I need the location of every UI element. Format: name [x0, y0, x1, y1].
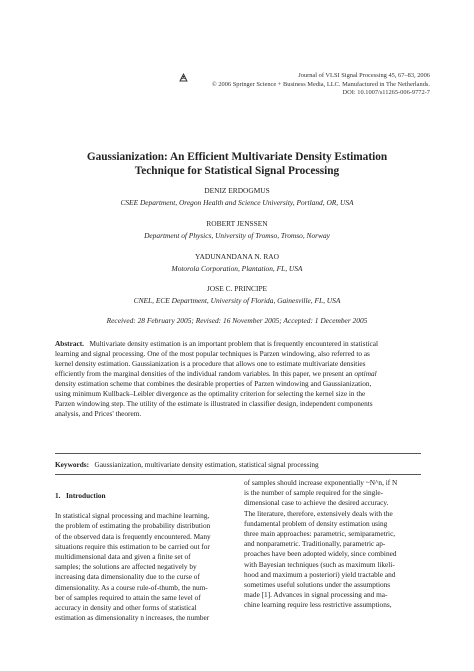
body-line: hood and maximum a posteriori) yield tractable and [244, 569, 396, 579]
body-line: of samples should increase exponentially ~N^n, if N [244, 478, 398, 487]
abstract-emphasis: optimal [354, 369, 377, 378]
body-line: dimensionality. As a course rule-of-thumb, the num- [55, 582, 208, 592]
body-line: with Bayesian techniques (such as maximum likeli- [244, 559, 395, 569]
title-line-2: Technique for Statistical Signal Processing [134, 165, 340, 177]
author-affiliation: CNEL, ECE Department, University of Florida, Gainesville, FL, USA [133, 296, 341, 305]
title-line-1: Gaussianization: An Efficient Multivariate Density Estimation [86, 151, 388, 163]
journal-header [170, 72, 430, 98]
body-line: made [1]. Advances in signal processing and ma- [244, 590, 388, 600]
author-name: JOSE C. PRINCIPE [206, 284, 268, 293]
body-line: accuracy in density and other forms of statistical [55, 603, 197, 613]
author-block-1 [0, 186, 474, 207]
body-line: the problem of estimating the probability distribution [55, 521, 211, 531]
body-line: chine learning require less restrictive assumptions, [244, 600, 392, 610]
paper-title [0, 150, 474, 178]
submission-dates: Received: 28 February 2005; Revised: 16 November 2005; Accepted: 1 December 2005 [106, 316, 368, 325]
left-column [55, 491, 235, 623]
divider-top [55, 453, 421, 454]
abstract-line: density estimation scheme that combines the desirable properties of Parzen windowing and Gaussianization, [55, 379, 372, 388]
author-affiliation: Motorola Corporation, Plantation, FL, USA [171, 264, 303, 273]
abstract-line: efficiently from the marginal densities of the individual random variables. In this paper, we present an [55, 369, 353, 378]
author-block-3 [0, 252, 474, 273]
abstract-line: Multivariate density estimation is an important problem that is frequently encountered in statistical [89, 339, 379, 348]
journal-citation: Journal of VLSI Signal Processing 45, 67–83, 2006 [298, 72, 430, 79]
body-line: estimation as dimensionality n increases, the number [55, 613, 210, 623]
doi-line: DOI: 10.1007/s11265-006-9772-7 [342, 89, 430, 97]
author-name: DENIZ ERDOGMUS [204, 186, 270, 195]
author-affiliation: CSEE Department, Oregon Health and Science University, Portland, OR, USA [120, 198, 354, 207]
body-line: of the observed data is frequently encountered. Many [55, 531, 211, 541]
body-line: is the number of sample required for the single- [244, 488, 384, 498]
body-line: In statistical signal processing and machine learning, [55, 511, 210, 521]
body-line: three main approaches: parametric, semiparametric, [244, 529, 396, 539]
body-line: situations require this estimation to be carried out for [55, 541, 210, 551]
keywords-text: Gaussianization, multivariate density estimation, statistical signal processing [94, 460, 319, 469]
author-affiliation: Department of Physics, University of Tromso, Tromso, Norway [144, 231, 330, 240]
body-line: ber of samples required to attain the same level of [55, 592, 201, 602]
abstract-line: learning and signal processing. One of the most popular techniques is Parzen windowing, also referred to as [55, 349, 370, 358]
body-line: sometimes useful solutions under the assumptions [244, 580, 391, 590]
body-line: increasing data dimensionality due to the curse of [55, 572, 200, 582]
abstract-line: kernel density estimation. Gaussianization is a procedure that allows one to estimate multivariate densities [55, 359, 366, 368]
author-name: YADUNANDANA N. RAO [195, 252, 279, 261]
section-title: Introduction [65, 491, 106, 500]
section-number: 1. [55, 491, 61, 500]
author-block-4 [0, 284, 474, 305]
author-name: ROBERT JENSSEN [206, 219, 268, 228]
body-line: samples; the solutions are affected negatively by [55, 562, 197, 572]
abstract [55, 339, 421, 419]
abstract-label: Abstract. [55, 339, 84, 348]
copyright-line: © 2006 Springer Science + Business Media, LLC. Manufactured in The Netherlands. [211, 80, 430, 88]
right-column [244, 478, 424, 611]
author-block-2 [0, 219, 474, 240]
body-line: dimensional case to achieve the desired accuracy. [244, 498, 389, 508]
keywords [55, 460, 421, 469]
section-heading [55, 491, 235, 501]
keywords-label: Keywords: [55, 460, 90, 469]
abstract-line: analysis, and Prices' theorem. [55, 409, 142, 418]
body-line: The literature, therefore, extensively deals with the [244, 508, 393, 518]
abstract-line: Parzen windowing step. The utility of the estimate is illustrated in classifier design, independent components [55, 399, 373, 408]
body-line: proaches have been adopted widely, since combined [244, 549, 397, 559]
body-line: multidimensional data and given a finite set of [55, 552, 191, 562]
body-line: fundamental problem of density estimation using [244, 518, 388, 528]
divider-bottom [55, 474, 421, 475]
body-line: and nonparametric. Traditionally, parametric ap- [244, 539, 386, 549]
abstract-line: using minimum Kullback–Leibler divergence as the optimality criterion for selecting the kernel size in the [55, 389, 366, 398]
